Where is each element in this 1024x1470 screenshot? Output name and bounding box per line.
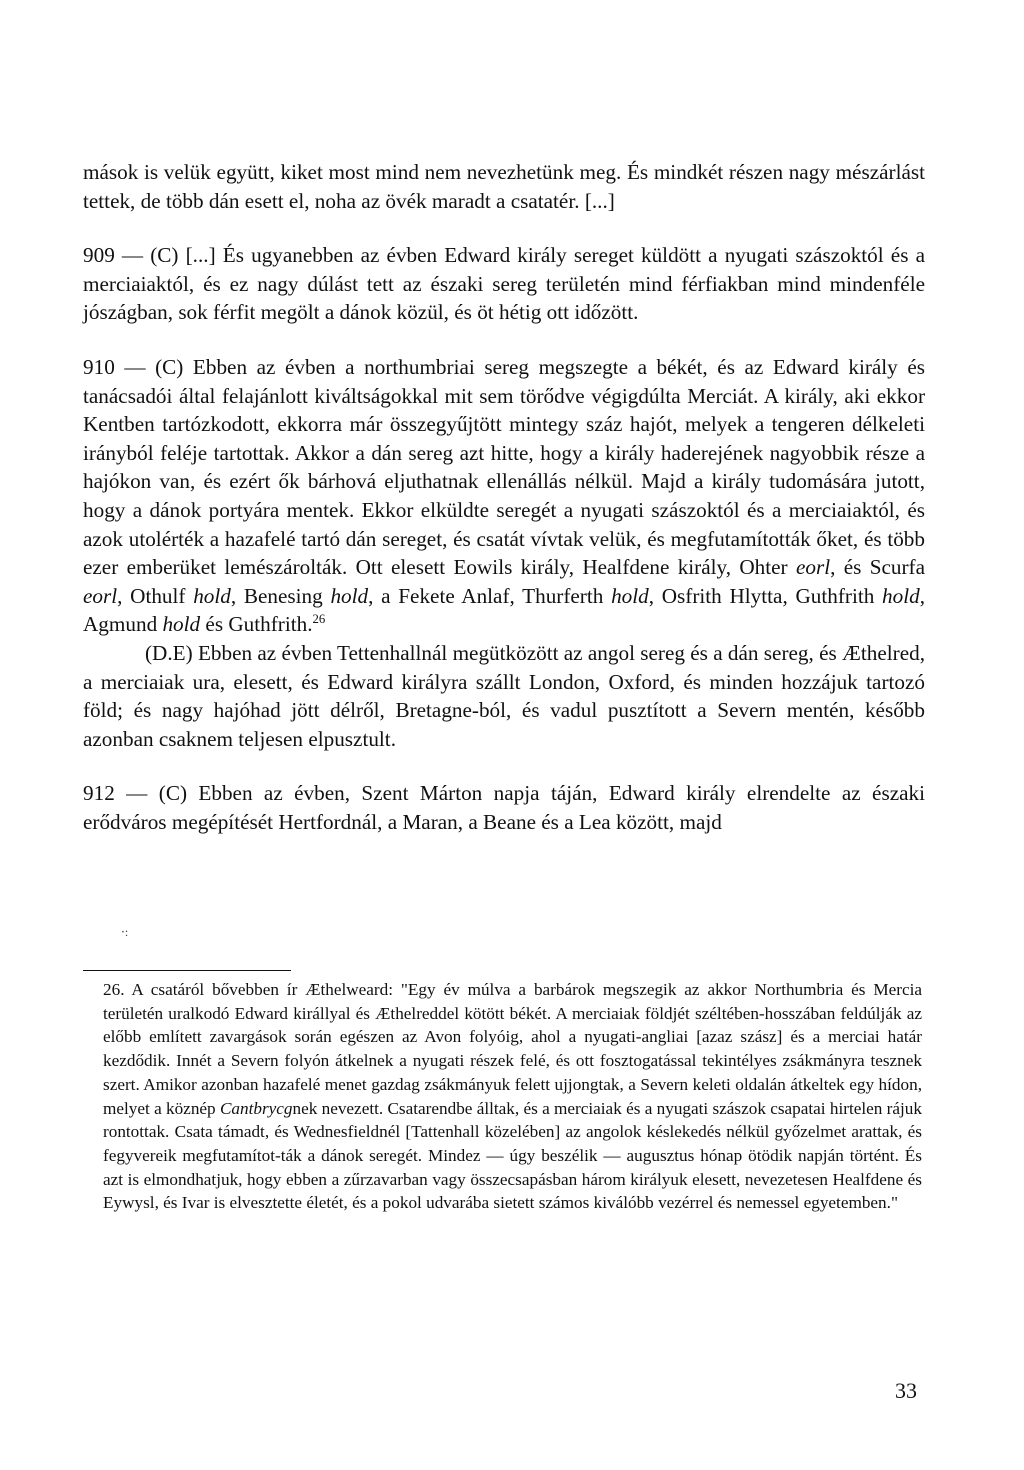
- para-910-text: , a Fekete Anlaf, Thurferth: [368, 583, 612, 608]
- footnote-separator: [83, 970, 291, 971]
- para-910-text: 910 — (C) Ebben az évben a northumbriai sereg megszegte a békét, és az Edward király és tanácsadói által felajánlott kiváltságokkal mit sem törődve végigdúlta Merciát. A király, aki ekkor Kentben tartózkodott, ekkorra már összegyűjtött mintegy száz hajót, melyek a tengeren délkeleti irányból feléje tartottak. Akkor a dán sereg azt hitte, hogy a király haderejének nagyobbik része a hajókon van, és ezért ők bárhová eljuthatnak ellenállás nélkül. Majd a király tudomására jutott, hogy a dánok portyára mentek. Ekkor elküldte seregét a nyugati szászoktól és a merciaiaktól, és azok utolérték a hazafelé tartó dán sereget, és csatát vívtak velük, és megfutamították őket, és több ezer emberüket lemészárolták. Ott elesett Eowils király, Healfdene király, Ohter: [83, 354, 925, 580]
- term-eorl: eorl: [83, 583, 118, 608]
- para-910-text: , és Scurfa: [830, 555, 925, 580]
- footnote-term-cantbrycg: Cantbrycg: [219, 1098, 293, 1118]
- footnote-reference: 26: [312, 612, 326, 627]
- term-hold: hold: [162, 612, 201, 637]
- paragraph-continuation: mások is velük együtt, kiket most mind nem nevezhetünk meg. És mindkét részen nagy mészárlást tettek, de több dán esett el, noha az övék maradt a csatatér. [...]: [83, 160, 925, 213]
- term-hold: hold: [193, 583, 231, 608]
- term-eorl: eorl: [795, 555, 831, 580]
- term-hold: hold: [882, 583, 920, 608]
- footnote-text: 26. A csatáról bővebben ír Æthelweard: "Egy év múlva a barbárok megszegik az akkor Northumbria és Mercia területén uralkodó Edward királlyal és Æthelreddel kötött békét. A merciaiak földjét széltében-hosszában feldúlják az előbb említett zavargások során egészen az Avon folyóig, ahol a nyugati-angliai [azaz szász] és a merciai határ kezdődik. Innét a Severn folyón átkelnek a nyugati részek felé, és ott fosztogatással tekintélyes zsákmányra tesznek szert. Amikor azonban hazafelé menet gazdag zsákmányuk felett ujjongtak, a Severn keleti oldalán átkeltek egy hídon, melyet a köznép: [103, 980, 922, 1118]
- term-hold: hold: [330, 583, 369, 608]
- para-910-text: , Osfrith Hlytta, Guthfrith: [648, 583, 883, 608]
- para-910-text: és Guthfrith.: [200, 612, 313, 637]
- paragraph-de: (D.E) Ebben az évben Tettenhallnál megütközött az angol sereg és a dán sereg, és Æthelred, a merciaiak ura, elesett, és Edward királyra szállt London, Oxford, és minden hozzájuk tartozó föld; és nagy hajóhad jött délről, Bretagne-ból, és vadul pusztított a Severn mentén, később azonban csaknem teljesen elpusztult.: [83, 640, 925, 751]
- para-910-text: , Agmund: [83, 583, 925, 637]
- footnote-text: nek nevezett. Csatarendbe álltak, és a merciaiak és a nyugati szászok csapatai hirtelen rájuk rontottak. Csata támadt, és Wednesfieldnél [Tattenhall közelében] az angolok késlekedés nélkül győzelmet arattak, és fegyvereik megfutamítot-ták a dánok seregét. Mindez — úgy beszélik — augusztus hónap ötödik napján történt. És azt is elmondhatjuk, hogy ebben a zűrzavarban vagy összecsapásban három királyuk elesett, nevezetesen Healfdene és Eywysl, és Ivar is elvesztette életét, és a pokol udvarába sietett számos kiválóbb vezérrel és nemessel egyetemben.": [103, 1098, 922, 1213]
- paragraph-912: 912 — (C) Ebben az évben, Szent Márton napja táján, Edward király elrendelte az északi erődváros megépítését Hertfordnál, a Maran, a Beane és a Lea között, majd: [83, 781, 925, 834]
- paragraph-909: 909 — (C) [...] És ugyanebben az évben Edward király sereget küldött a nyugati szászoktól és a merciaiaktól, és ez nagy dúlást tett az északi sereg területén mind férfiakban mind mindenféle jószágban, sok férfit megölt a dánok közül, és öt hétig ott időzött.: [83, 243, 925, 325]
- paragraph-910: [83, 353, 925, 639]
- footnote-26: [103, 978, 922, 1215]
- page-number: 33: [895, 1378, 917, 1403]
- term-hold: hold: [611, 583, 649, 608]
- catchword-mark: ‧:: [121, 925, 129, 939]
- page-body: [83, 158, 925, 836]
- para-910-text: , Benesing: [230, 583, 331, 608]
- para-910-text: , Othulf: [117, 583, 194, 608]
